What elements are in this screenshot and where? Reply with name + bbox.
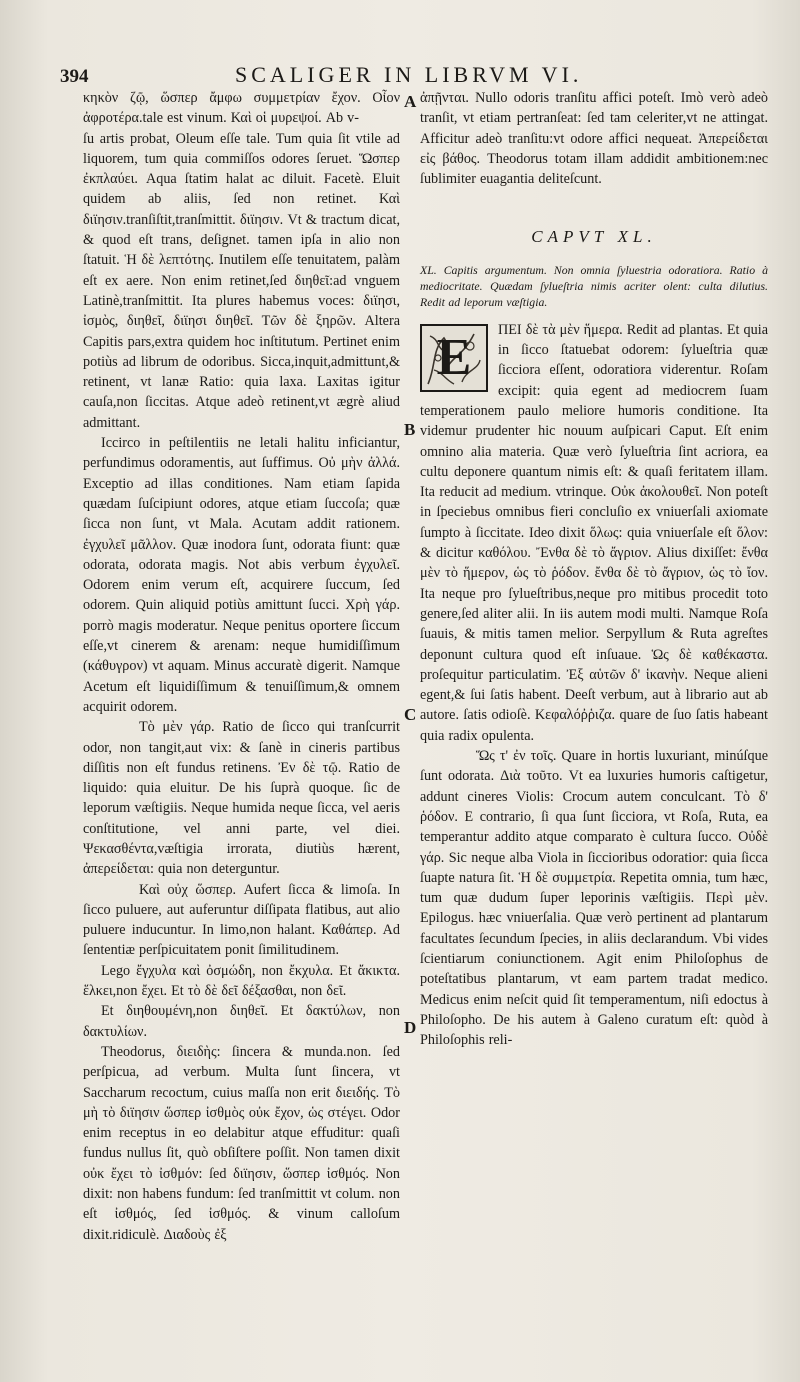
running-head: SCALIGER IN LIBRVM VI. [235, 62, 583, 87]
left-paragraph: Et διηθουμένη,non διηθεῖ. Et δακτύλων, non δακτυλίων. [83, 1003, 400, 1040]
left-paragraph: κηκὸν ζῷ, ὥσπερ ἄμφω συμμετρίαν ἔχον. Οἶον ἀφροτέρα.tale est vinum. Καὶ οἱ μυρεψοί. Ab v- [83, 90, 400, 127]
left-paragraph: Iccirco in peſtilentiis ne letali halitu inficiantur, perfundimus odoramentis, aut ſuffimus. Οὐ μὴν ἀλλά. Exceptio ad illas conditiones. Nam etiam ſapida quædam ſuſcipiunt odores, atque etiam ſuccoſa; quæ ſicca non ſunt, vt Mala. Acutam addit rationem. ἐγχυλεῖ μᾶλλον. Quæ inodora ſunt, odorata fiunt: quæ odorata, odorata magis. Not abis verbum ἐγχυλεῖ. Odorem enim verum eſt, acquirere ſuccum, ſed odorem. Quin aliquid potiùs amittunt ſucci. Χρὴ γάρ. porrò magis moderatur. Neque penitus oportere ſiccum eſſe,vt cinerem & arenam: neque humidiſſimum (κάθυγρον) vt aquam. Minus accuratè digerit. Namque Acetum eſt liquidiſſimum & tenuiſſimum,& omnem acquirit odorem. [83, 435, 400, 715]
left-paragraph: Theodorus, διειδὴς: ſincera & munda.non. ſed perſpicua, ad verbum. Multa ſunt ſincera, vt Saccharum recoctum, cuius maſſa non erit διειδής. Τὸ μὴ τὸ διϊησιν ὥσπερ ἰσθμὸς οὐκ ἔχον, ὡς στέγει. Odor enim receptus in eo delabitur atque effuditur: quaſi fundus nullus ſit, quò obſiſtere poſſit. Non tamen dixit οὐκ ἔχει τὸ ἰσθμόν: ſed διϊησιν, ὥσπερ ἰσθμός. Non dixit: non habens fundum: ſed tranſmittit vt colum. non eſt ἰσθμός, ſed ἰσθμός. & vinum calloſum dixit.ridiculè. Διαδοὺς ἐξ [83, 1043, 400, 1243]
chapter-summary: XL. Capitis argumentum. Non omnia ſyluestria odoratiora. Ratio à mediocritate. Quædam ſylueſtria nimis acriter olent: culta dilutius. Redit ad leporum væſtigia. [420, 262, 768, 309]
left-paragraph: Καὶ οὐχ ὥσπερ. Aufert ſicca & limoſa. In ſicco puluere, aut auferuntur diſſipata flatibus, aut alio puluere inducuntur. In limo,non halant. Καθάπερ. Ad ſententiæ perſpicuitatem ponit ſimilitudinem. [83, 881, 400, 959]
margin-letter-d: D [404, 1018, 417, 1037]
left-paragraph: Lego ἔγχυλα καὶ ὀσμώδη, non ἔκχυλα. Et ἄκικτα. ἕλκει,non ἔχει. Et τὸ δὲ δεῖ δέξασθαι, non δεῖ. [83, 962, 400, 1000]
right-column [420, 88, 768, 1050]
decorated-initial [420, 324, 488, 392]
left-paragraph: Τὸ μὲν γάρ. Ratio de ſicco qui tranſcurrit odor, non tangit,aut vix: & ſanè in cineris partibus diſſitis non eſt fundus retinens. Ἐν δὲ τῷ. Ratio de liquido: quia eluitur. De his ſuprà quoque. ſic de leporum væſtigiis. Neque humida neque ſicca, vel aeris conſtitutione, vel anni parte, vel diei. Ψεκασθέντα,væſtigia irrorata, diutiùs hærent, ἀπερείδεται: quia non deterguntur. [83, 719, 400, 878]
page-number: 394 [60, 66, 89, 87]
margin-letter-b: B [404, 420, 416, 439]
margin-letter-c: C [404, 705, 417, 724]
right-paragraph: Ὥς τ' ἐν τοῖς. Quare in hortis luxuriant, minúſque ſunt odorata. Διὰ τοῦτο. Vt ea luxuries humoris caſtigetur, addunt cineres Violis: Crocum autem conculcant. Τὸ δ' ῥόδον. E contrario, ſi qua ſunt ſicciora, vt Roſa, Ruta, ea temperantur addito atque comparato è cultura ſucco. Οὐδὲ γάρ. Sic neque alba Viola in ſiccioribus odoratior: quia ſicca ſuapte natura ſit. Ἡ δὲ συμμετρία. Repetita omnia, tum hæc, tum quæ dudum ſuper leporinis væſtigiis. Περὶ μὲν. Epilogus. hæc vniuerſalia. Quæ verò pertinent ad plantarum facultates ſecundum ſpecies, in aliis declarandum. Vbi vides ſcientiarum coniunctionem. Agit enim Philoſophus de poteſtatibus plantarum, vt eam partem tradat medico. Medicus enim neſcit quid ſit temperamentum, niſi edoctus à Philoſopho. De his autem à Galeno curatum eſt: quòd à Philoſophis reli- [420, 748, 768, 1049]
chapter-heading: CAPVT XL. [531, 227, 657, 247]
right-intro-paragraph: ἀπῇνται. Nullo odoris tranſitu affici poteſt. Imò verò adeò tranſit, vt etiam pertranſeat: ſed tam celeriter,vt ne attingat. Afficitur adeò tranſitu:vt odore affici nequeat. Ἀπερείδεται εἰς βάθος. Theodorus totam illam addidit ambitionem:nec ſublimiter euagantia deliteſcunt. [420, 90, 768, 188]
page-header [60, 58, 770, 88]
initial-letter: E [436, 328, 472, 386]
margin-letter-a: A [404, 92, 417, 111]
left-paragraph: ſu artis probat, Oleum eſſe tale. Tum quia ſit vtile ad liquorem, tum quia commiſſos odores ſeruet. Ὥσπερ ἐκπλαύει. Aqua ſtatim halat ac diluit. Facetè. Eluit quidem ab aliis, ſed non retinet. Καὶ διϊησιν.tranſiſtit,tranſmittit. διϊησιν. Vt & tractum dicat, & quod eſt trans, deſignet. tamen ipſa in alio non ſtatuit. Ἡ δὲ λεπτότης. Inutilem eſſe tenuitatem, palàm eſt ex aere. Non enim retinet,ſed διηθεῖ:ad vnguem Latinè,tranſmittit. Ita plures habemus voces: διϊησι, ἰσμὸς, διηθεῖ, διϊησι διηθεῖ. Τῶν δὲ ξηρῶν. Altera Capitis pars,extra quidem hoc inſtitutum. Pertinet enim potiùs ad librum de odoribus. Sicca,inquit,admittunt,& retinent, vt lanæ Ratio: quia laxa. Laxitas igitur cauſa,non ſiccitas. Atque adeò retinent,vt ægrè aliud admittant. [83, 130, 400, 431]
right-paragraph: ΠΕΙ δὲ τὰ μὲν ἥμερα. Redit ad plantas. Et quia in ſicco ſtatuebat odorem: ſylueſtria quæ ſicciora eſſent, odoratiora viderentur. Roſam excipit: quia egent ad mediocrem ſuam temperationem paulo meliore humoris conditione. Ita videmur prudenter hic nouum auſpicari Caput. Eſt enim omnino alia materia. Quæ verò ſylueſtria ſint acriora, ea cultu deponere quantum nimis eſt: & quaſi feritatem illam. Ita reducit ad medium. vtrinque. Οὐκ ἀκολουθεῖ. Non poteſt in ſpeciebus omnibus fieri concluſio ex vniuerſali axiomate ſumpto à ſiccitate. Ideo dixit ὅλως: quia vniuerſale eſt ὅλον: & dicitur καθόλου. Ἔνθα δὲ τὸ ἄγριον. Alius dixiſſet: ἔνθα μὲν τὸ ἥμερον, ὡς τὸ ῥόδον. ἔνθα δὲ τὸ ἄγριον, ὡς τὸ ἴον. Ita neque pro ſylueſtribus,neque pro mitibus procedit toto genere,ſed aliter alii. In iis autem modi multi. Namque Roſa ſuauis, & mitis tamen melior. Serpyllum & Ruta agreſtes deponunt cultura quod eſt inſuaue. Ὡς δὲ καθέκαστα. proſequitur particulatim. Ἐξ αὑτῶν δ' ἱκανὴν. Neque alieni egent,& ſui ſatis habent. Deeſt verbum, aut à librario aut ab autore. ſatis odioſè. Κεφαλόῤῥιζα. quare de ſuo ſatis habeant quia radix opulenta. [420, 321, 768, 744]
left-column [83, 88, 400, 1245]
